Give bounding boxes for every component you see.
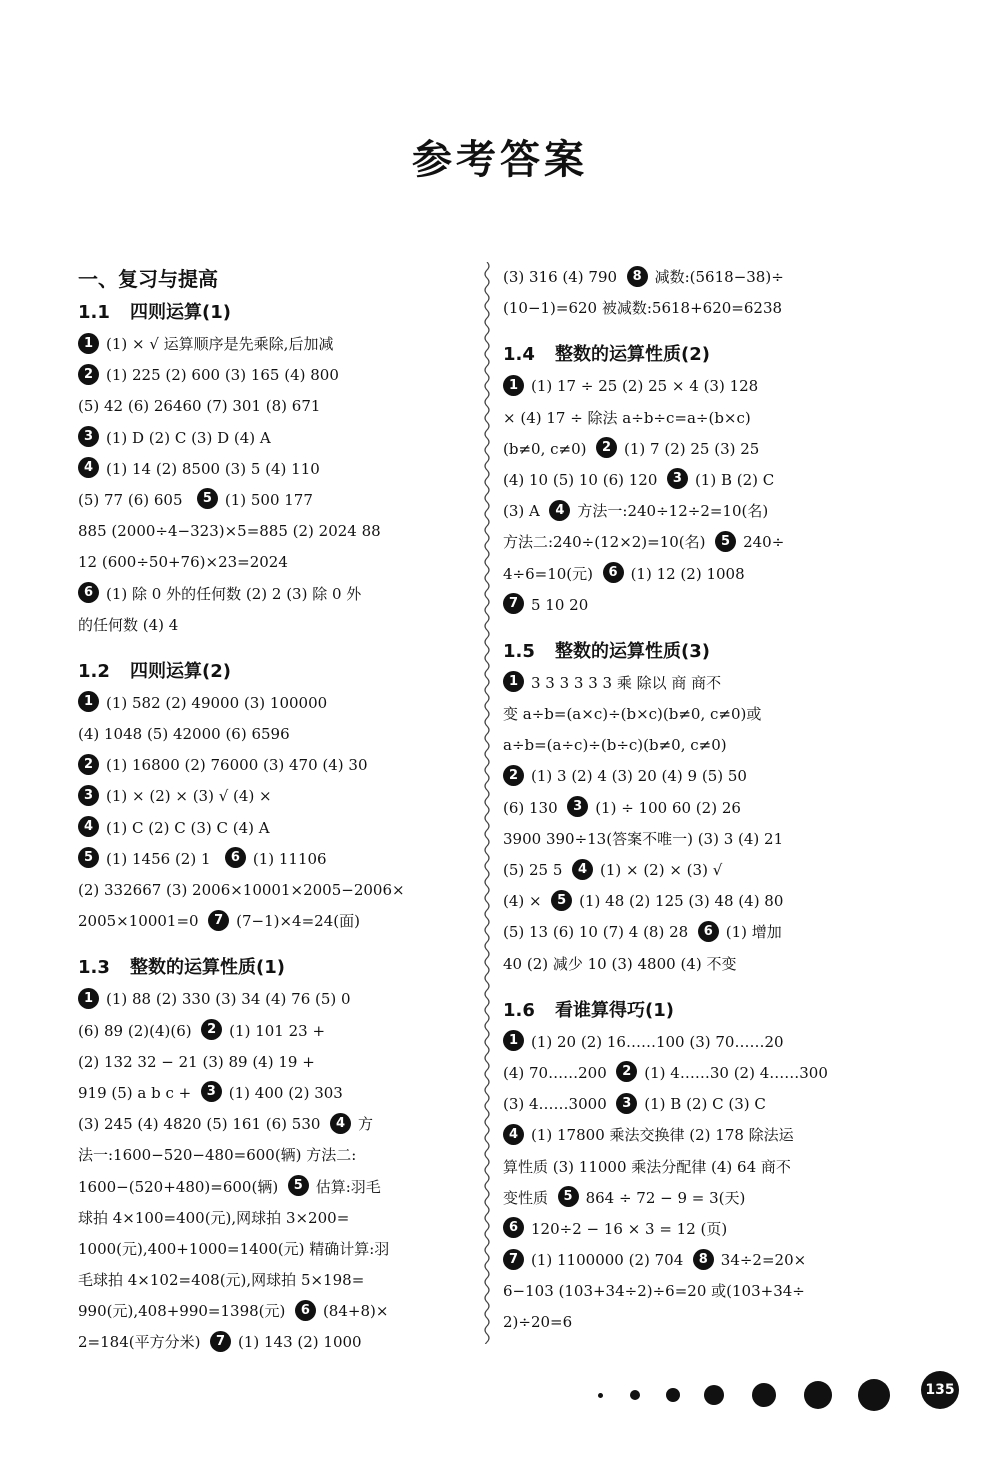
question-number-badge: 6 xyxy=(295,1300,316,1321)
section-title: 看谁算得巧(1) xyxy=(555,999,674,1021)
answer-text: (1) 1100000 (2) 704 xyxy=(531,1251,684,1270)
answer-line: (5) 42 (6) 26460 (7) 301 (8) 671 xyxy=(78,397,321,416)
answer-text: (5) 77 (6) 605 xyxy=(78,490,183,509)
answer-text: (1) 增加 xyxy=(725,923,782,942)
answer-text: (b≠0, c≠0) xyxy=(503,439,587,458)
question-number-badge: 4 xyxy=(572,859,593,880)
question-number-badge: 3 xyxy=(201,1081,222,1102)
answer-text: (1) 3 (2) 4 (3) 20 (4) 9 (5) 50 xyxy=(531,767,747,786)
answer-text: (1) 88 (2) 330 (3) 34 (4) 76 (5) 0 xyxy=(106,990,351,1009)
answer-text: 3 3 3 3 3 3 乘 除以 商 商不 xyxy=(531,673,722,692)
answer-line: a÷b=(a÷c)÷(b÷c)(b≠0, c≠0) xyxy=(503,736,727,755)
question-number-badge: 2 xyxy=(503,765,524,786)
section-heading xyxy=(503,338,897,371)
answer-text: (1) 14 (2) 8500 (3) 5 (4) 110 xyxy=(106,459,320,478)
question-number-badge: 6 xyxy=(503,1217,524,1238)
answer-line xyxy=(78,423,470,454)
decorative-dot xyxy=(598,1393,603,1398)
section-number: 1.5 xyxy=(503,640,535,662)
answer-text: 估算:羽毛 xyxy=(315,1177,381,1196)
answer-line xyxy=(503,1027,897,1058)
question-number-badge: 7 xyxy=(208,910,229,931)
answer-text: (1) 225 (2) 600 (3) 165 (4) 800 xyxy=(106,366,339,385)
answer-text: 990(元),408+990=1398(元) xyxy=(78,1302,286,1321)
question-number-badge: 2 xyxy=(78,364,99,385)
answer-line xyxy=(503,1214,897,1245)
answer-line: (4) 1048 (5) 42000 (6) 6596 xyxy=(78,725,290,744)
question-number-badge: 5 xyxy=(288,1175,309,1196)
section-heading xyxy=(503,994,897,1027)
answer-line: 算性质 (3) 11000 乘法分配律 (4) 64 商不 xyxy=(503,1157,791,1176)
answer-line xyxy=(78,906,470,937)
question-number-badge: 1 xyxy=(503,375,524,396)
left-column xyxy=(78,262,470,1359)
answer-line xyxy=(78,454,470,485)
answer-line xyxy=(78,1296,470,1327)
answer-line xyxy=(78,844,470,875)
answer-line: (2) 132 32 − 21 (3) 89 (4) 19 + xyxy=(78,1052,315,1071)
answer-text: (6) 89 (2)(4)(6) xyxy=(78,1021,192,1040)
answer-text: 2005×10001=0 xyxy=(78,912,199,931)
answer-text: (1) 20 (2) 16……100 (3) 70……20 xyxy=(531,1032,784,1051)
answer-text: 变性质 xyxy=(503,1188,549,1207)
answer-text: (3) A xyxy=(503,502,540,521)
question-number-badge: 2 xyxy=(616,1061,637,1082)
answer-text: (5) 13 (6) 10 (7) 4 (8) 28 xyxy=(503,923,689,942)
answer-line xyxy=(78,984,470,1015)
section-title: 整数的运算性质(1) xyxy=(130,957,285,979)
answer-text: 减数:(5618−38)÷ xyxy=(654,268,784,286)
section-title: 整数的运算性质(3) xyxy=(555,640,710,662)
answer-line xyxy=(78,688,470,719)
answer-line xyxy=(503,262,897,293)
answer-text: (5) 25 5 xyxy=(503,861,563,879)
answer-text: (1) 1456 (2) 1 xyxy=(106,849,211,868)
answer-line xyxy=(78,813,470,844)
decorative-dot xyxy=(804,1381,832,1409)
answer-line xyxy=(78,781,470,812)
decorative-dot xyxy=(666,1388,680,1402)
question-number-badge: 2 xyxy=(78,754,99,775)
answer-text: (3) 316 (4) 790 xyxy=(503,268,618,286)
question-number-badge: 2 xyxy=(201,1019,222,1040)
answer-text: (1) B (2) C xyxy=(694,470,775,489)
answer-line xyxy=(78,1172,470,1203)
answer-text: (1) 16800 (2) 76000 (3) 470 (4) 30 xyxy=(106,756,368,775)
answer-line xyxy=(503,793,897,824)
answer-line xyxy=(503,886,897,917)
section-title: 整数的运算性质(2) xyxy=(555,344,710,366)
answer-text: (7−1)×4=24(面) xyxy=(236,912,360,931)
answer-line: 变 a÷b=(a×c)÷(b×c)(b≠0, c≠0)或 xyxy=(503,705,762,724)
answer-line: (10−1)=620 被减数:5618+620=6238 xyxy=(503,299,783,318)
answer-line: 40 (2) 减少 10 (3) 4800 (4) 不变 xyxy=(503,954,737,973)
section-number: 1.3 xyxy=(78,957,110,979)
answer-line xyxy=(78,579,470,610)
question-number-badge: 4 xyxy=(330,1113,351,1134)
answer-line: 2)÷20=6 xyxy=(503,1313,573,1332)
answer-line xyxy=(503,668,897,699)
answer-line xyxy=(503,855,897,886)
question-number-badge: 8 xyxy=(627,266,648,287)
answer-line xyxy=(503,371,897,402)
section-heading xyxy=(503,635,897,668)
question-number-badge: 5 xyxy=(558,1186,579,1207)
decorative-dot xyxy=(858,1379,890,1411)
answer-line xyxy=(503,1183,897,1214)
answer-line: × (4) 17 ÷ 除法 a÷b÷c=a÷(b×c) xyxy=(503,408,751,427)
question-number-badge: 3 xyxy=(78,785,99,806)
question-number-badge: 7 xyxy=(210,1331,231,1352)
question-number-badge: 1 xyxy=(78,333,99,354)
answer-line: 1000(元),400+1000=1400(元) 精确计算:羽 xyxy=(78,1239,390,1258)
answer-line xyxy=(78,1327,470,1358)
wavy-column-divider xyxy=(482,262,492,1344)
answer-line: 球拍 4×100=400(元),网球拍 3×200= xyxy=(78,1208,350,1227)
answer-line: 6−103 (103+34÷2)÷6=20 或(103+34÷ xyxy=(503,1282,805,1301)
answer-text: 2=184(平方分米) xyxy=(78,1333,201,1352)
question-number-badge: 1 xyxy=(503,671,524,692)
answer-line: 的任何数 (4) 4 xyxy=(78,615,179,634)
section-heading xyxy=(78,655,470,688)
answer-line xyxy=(503,1058,897,1089)
answer-text: 864 ÷ 72 − 9 = 3(天) xyxy=(585,1188,746,1207)
answer-text: (1) 582 (2) 49000 (3) 100000 xyxy=(106,693,328,712)
answer-text: (4) × xyxy=(503,892,542,911)
answer-text: (1) 7 (2) 25 (3) 25 xyxy=(624,439,760,458)
question-number-badge: 4 xyxy=(78,457,99,478)
answer-text: (3) 4……3000 xyxy=(503,1095,607,1114)
answer-text: 919 (5) a b c + xyxy=(78,1083,192,1102)
section-title: 四则运算(1) xyxy=(130,302,231,323)
answer-line xyxy=(503,917,897,948)
chapter-heading: 一、复习与提高 xyxy=(78,267,218,291)
answer-text: (1) 11106 xyxy=(252,849,327,868)
answer-text: (1) 4……30 (2) 4……300 xyxy=(644,1063,828,1082)
answer-line xyxy=(503,465,897,496)
answer-text: (3) 245 (4) 4820 (5) 161 (6) 530 xyxy=(78,1115,321,1134)
answer-line xyxy=(503,496,897,527)
answer-text: (4) 10 (5) 10 (6) 120 xyxy=(503,470,658,489)
answer-text: (4) 70……200 xyxy=(503,1063,607,1082)
question-number-badge: 3 xyxy=(616,1093,637,1114)
answer-text: (6) 130 xyxy=(503,798,558,817)
answer-line: 3900 390÷13(答案不唯一) (3) 3 (4) 21 xyxy=(503,829,784,848)
answer-text: (1) B (2) C (3) C xyxy=(644,1095,766,1114)
question-number-badge: 7 xyxy=(503,593,524,614)
question-number-badge: 3 xyxy=(567,796,588,817)
answer-line xyxy=(78,360,470,391)
section-number: 1.2 xyxy=(78,660,110,682)
answer-line: 885 (2000÷4−323)×5=885 (2) 2024 88 xyxy=(78,522,381,541)
answer-text: (1) 除 0 外的任何数 (2) 2 (3) 除 0 外 xyxy=(106,584,362,603)
answer-line: 毛球拍 4×102=408(元),网球拍 5×198= xyxy=(78,1271,365,1290)
answer-line xyxy=(78,1078,470,1109)
answer-line xyxy=(503,1120,897,1151)
question-number-badge: 1 xyxy=(78,988,99,1009)
question-number-badge: 8 xyxy=(693,1249,714,1270)
question-number-badge: 5 xyxy=(551,890,572,911)
answer-text: (1) D (2) C (3) D (4) A xyxy=(106,428,271,447)
answer-text: 5 10 20 xyxy=(531,595,589,614)
answer-line xyxy=(78,750,470,781)
question-number-badge: 3 xyxy=(667,468,688,489)
answer-text: (1) 17 ÷ 25 (2) 25 × 4 (3) 128 xyxy=(531,377,759,396)
answer-text: (1) 17800 乘法交换律 (2) 178 除法运 xyxy=(531,1126,794,1145)
page-number: 135 xyxy=(921,1371,959,1409)
answer-text: 120÷2 − 16 × 3 = 12 (页) xyxy=(531,1219,728,1238)
question-number-badge: 4 xyxy=(549,500,570,521)
answer-line xyxy=(503,1089,897,1120)
answer-text: (1) × √ 运算顺序是先乘除,后加减 xyxy=(106,335,334,353)
answer-text: (1) C (2) C (3) C (4) A xyxy=(106,818,270,837)
answer-line: 法一:1600−520−480=600(辆) 方法二: xyxy=(78,1146,357,1165)
question-number-badge: 1 xyxy=(503,1030,524,1051)
answer-line xyxy=(78,329,470,360)
answer-text: (1) 400 (2) 303 xyxy=(228,1083,343,1102)
answer-line xyxy=(503,761,897,792)
answer-text: (1) 101 23 + xyxy=(229,1021,326,1040)
section-number: 1.1 xyxy=(78,302,110,323)
section-heading xyxy=(78,296,470,329)
answer-text: (1) 48 (2) 125 (3) 48 (4) 80 xyxy=(579,892,784,911)
answer-line xyxy=(78,485,470,516)
question-number-badge: 4 xyxy=(78,816,99,837)
answer-text: 4÷6=10(元) xyxy=(503,564,594,583)
answer-text: (1) 500 177 xyxy=(224,490,313,509)
question-number-badge: 6 xyxy=(698,921,719,942)
decorative-dot xyxy=(630,1390,640,1400)
answer-text: 方法一:240÷12÷2=10(名) xyxy=(577,502,769,521)
answer-line xyxy=(503,434,897,465)
question-number-badge: 3 xyxy=(78,426,99,447)
section-number: 1.6 xyxy=(503,999,535,1021)
page-title: 参考答案 xyxy=(412,137,588,183)
answer-text: (84+8)× xyxy=(322,1302,389,1321)
question-number-badge: 6 xyxy=(225,847,246,868)
decorative-dot xyxy=(704,1385,724,1405)
answer-line: 12 (600÷50+76)×23=2024 xyxy=(78,553,288,572)
question-number-badge: 6 xyxy=(78,582,99,603)
question-number-badge: 5 xyxy=(197,488,218,509)
question-number-badge: 4 xyxy=(503,1124,524,1145)
answer-text: (1) ÷ 100 60 (2) 26 xyxy=(595,798,741,817)
right-column xyxy=(503,262,897,1339)
answer-text: (1) 143 (2) 1000 xyxy=(238,1333,362,1352)
answer-line xyxy=(503,590,897,621)
answer-text: 方 xyxy=(357,1115,373,1134)
answer-line xyxy=(503,559,897,590)
section-title: 四则运算(2) xyxy=(130,660,231,682)
answer-line xyxy=(503,527,897,558)
answer-line xyxy=(78,1016,470,1047)
question-number-badge: 1 xyxy=(78,691,99,712)
question-number-badge: 5 xyxy=(715,531,736,552)
answer-text: 1600−(520+480)=600(辆) xyxy=(78,1177,279,1196)
answer-line xyxy=(503,1245,897,1276)
answer-line xyxy=(78,1109,470,1140)
answer-text: 方法二:240÷(12×2)=10(名) xyxy=(503,533,706,552)
section-number: 1.4 xyxy=(503,344,535,366)
question-number-badge: 7 xyxy=(503,1249,524,1270)
answer-text: (1) × (2) × (3) √ (4) × xyxy=(106,787,272,806)
question-number-badge: 6 xyxy=(603,562,624,583)
answer-text: (1) × (2) × (3) √ xyxy=(599,861,723,879)
question-number-badge: 5 xyxy=(78,847,99,868)
answer-text: 34÷2=20× xyxy=(720,1251,807,1270)
answer-text: (1) 12 (2) 1008 xyxy=(630,564,745,583)
decorative-dot xyxy=(752,1383,776,1407)
answer-text: 240÷ xyxy=(743,533,785,552)
question-number-badge: 2 xyxy=(596,437,617,458)
section-heading xyxy=(78,951,470,984)
answer-line: (2) 332667 (3) 2006×10001×2005−2006× xyxy=(78,881,405,899)
